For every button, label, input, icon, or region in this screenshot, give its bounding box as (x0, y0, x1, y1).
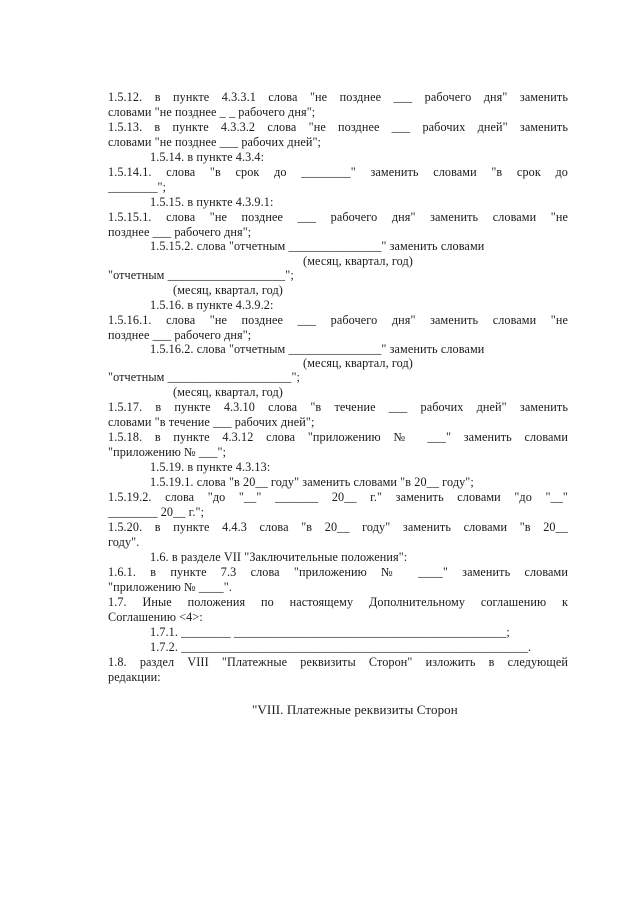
text-line: "приложению № ____". (108, 580, 232, 594)
text-line: 1.5.15. в пункте 4.3.9.1: (150, 195, 274, 209)
text-line: 1.5.19. в пункте 4.3.13: (150, 460, 271, 474)
text-line: "отчетным ___________________"; (108, 268, 294, 282)
text-line: 1.5.19.2. слова "до "__" _______ 20__ г." заменить словами "до "__" (108, 490, 568, 504)
text-line: 1.5.16.1. слова "не позднее ___ рабочего дня" заменить словами "не (108, 313, 568, 327)
text-line: 1.5.16.2. слова "отчетным _______________" заменить словами (150, 342, 485, 356)
text-line: "отчетным ____________________"; (108, 370, 301, 384)
field-caption: (месяц, квартал, год) (173, 283, 283, 297)
text-line: редакции: (108, 670, 161, 684)
text-line: году". (108, 535, 140, 549)
text-line: 1.5.13. в пункте 4.3.3.2 слова "не позднее ___ рабочих дней" заменить (108, 120, 568, 134)
text-line: 1.7. Иные положения по настоящему Дополнительному соглашению к (108, 595, 568, 609)
text-line: 1.5.14.1. слова "в срок до ________" заменить словами "в срок до (108, 165, 568, 179)
text-line: 1.5.18. в пункте 4.3.12 слова "приложению № ___" заменить словами (108, 430, 568, 444)
text-line: позднее ___ рабочего дня"; (108, 225, 252, 239)
section-heading: "VIII. Платежные реквизиты Сторон (252, 702, 458, 717)
text-line: 1.5.19.1. слова "в 20__ году" заменить словами "в 20__ году"; (150, 475, 474, 489)
field-caption: (месяц, квартал, год) (303, 254, 413, 268)
text-line: ________ 20__ г."; (108, 505, 205, 519)
text-line: Соглашению <4>: (108, 610, 203, 624)
text-line: словами "в течение ___ рабочих дней"; (108, 415, 315, 429)
text-line: 1.6.1. в пункте 7.3 слова "приложению № ____" заменить словами (108, 565, 568, 579)
field-caption: (месяц, квартал, год) (173, 385, 283, 399)
text-line: 1.5.16. в пункте 4.3.9.2: (150, 298, 274, 312)
text-line: ________"; (108, 180, 167, 194)
text-line: 1.6. в разделе VII "Заключительные положения": (150, 550, 408, 564)
text-line: 1.5.17. в пункте 4.3.10 слова "в течение ___ рабочих дней" заменить (108, 400, 568, 414)
text-line: "приложению № ___"; (108, 445, 227, 459)
text-line: 1.5.20. в пункте 4.4.3 слова "в 20__ году" заменить словами "в 20__ (108, 520, 568, 534)
text-line: 1.5.12. в пункте 4.3.3.1 слова "не позднее ___ рабочего дня" заменить (108, 90, 568, 104)
text-line: 1.5.15.2. слова "отчетным _______________" заменить словами (150, 239, 485, 253)
text-line: 1.7.1. ________ ____________________________________________; (150, 625, 510, 639)
text-line: позднее ___ рабочего дня"; (108, 328, 252, 342)
text-line: словами "не позднее _ _ рабочего дня"; (108, 105, 316, 119)
text-line: 1.8. раздел VIII "Платежные реквизиты Сторон" изложить в следующей (108, 655, 568, 669)
text-line: 1.7.2. ________________________________________________________. (150, 640, 532, 654)
field-caption: (месяц, квартал, год) (303, 356, 413, 370)
text-line: 1.5.15.1. слова "не позднее ___ рабочего дня" заменить словами "не (108, 210, 568, 224)
text-line: 1.5.14. в пункте 4.3.4: (150, 150, 265, 164)
text-line: словами "не позднее ___ рабочих дней"; (108, 135, 322, 149)
